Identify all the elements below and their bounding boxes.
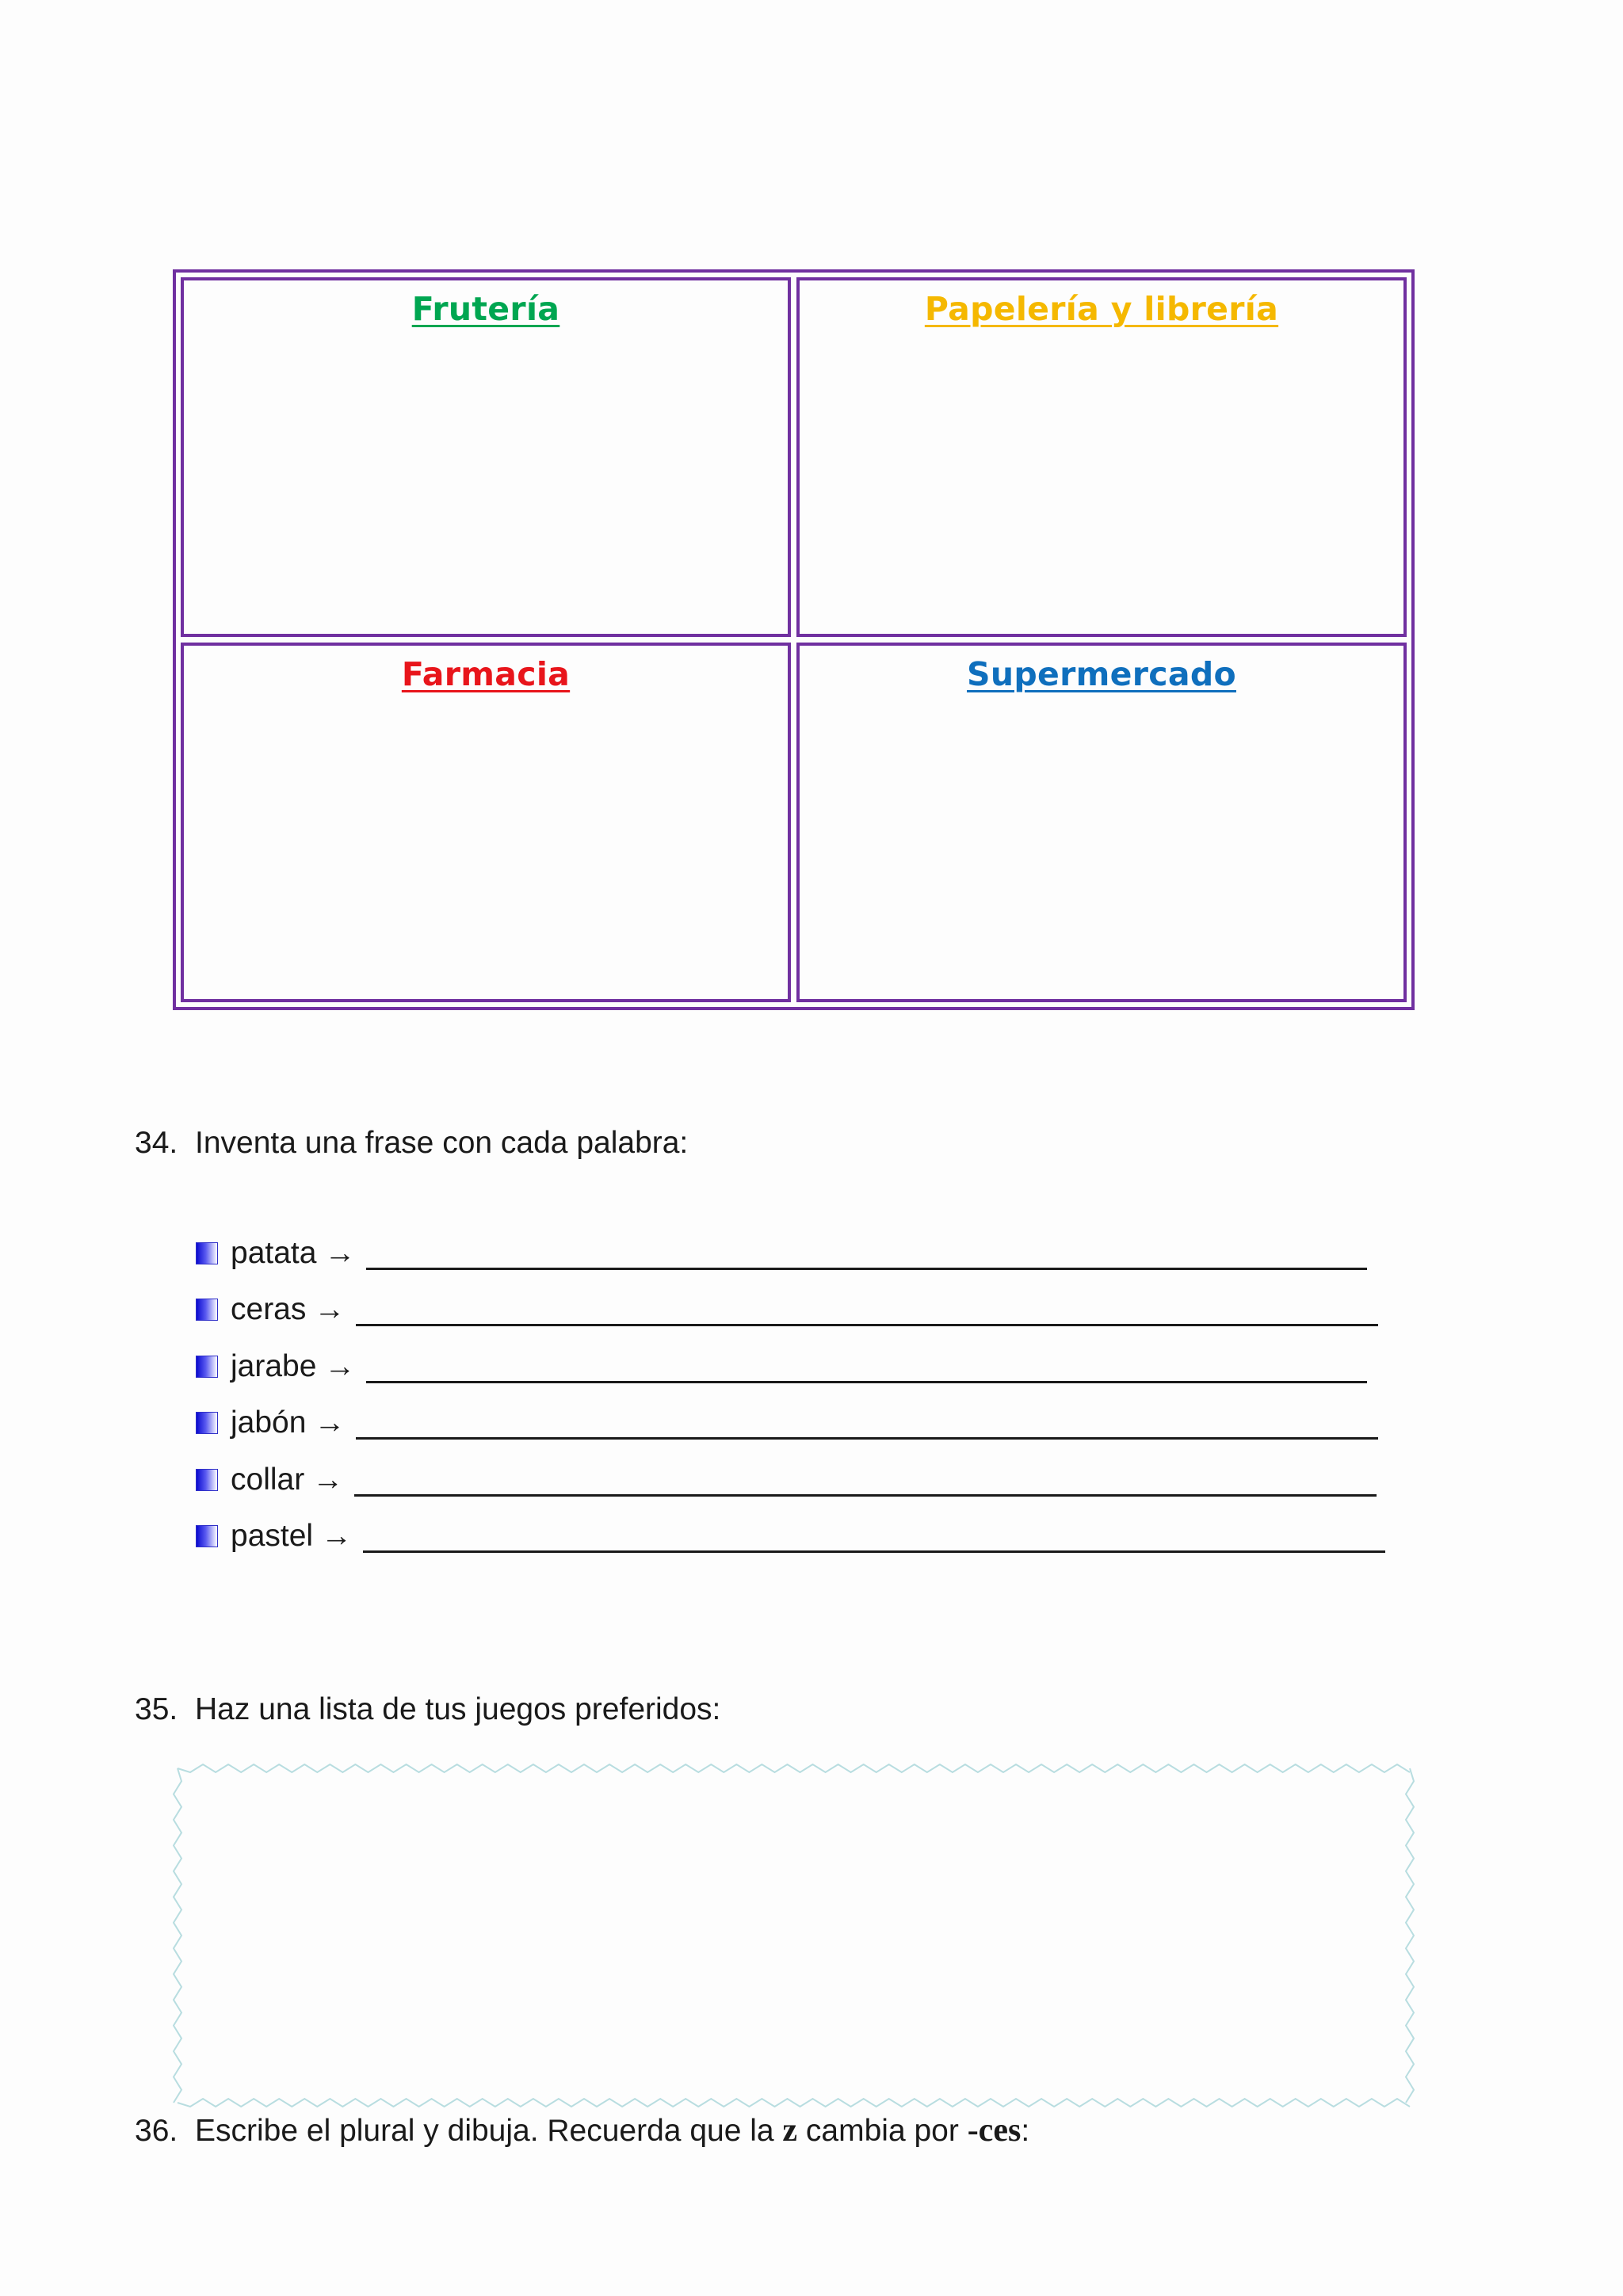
word-label: patata (231, 1236, 317, 1270)
arrow-right-icon: → (324, 1236, 356, 1270)
answer-line[interactable] (356, 1292, 1378, 1326)
question-text: Inventa una frase con cada palabra: (195, 1126, 689, 1160)
zigzag-edge (178, 1764, 1410, 1772)
suffix-ces: -ces (967, 2112, 1022, 2149)
shops-table (173, 269, 1415, 1010)
square-bullet-icon (196, 1299, 218, 1321)
category-title-fruteria: Frutería (411, 290, 560, 328)
word-label: jabón (231, 1405, 307, 1440)
arrow-right-icon: → (312, 1462, 344, 1497)
cell-supermercado[interactable] (796, 643, 1407, 1002)
answer-line[interactable] (366, 1236, 1367, 1270)
category-title-papeleria: Papelería y librería (924, 290, 1279, 328)
question-text-middle: cambia por (797, 2114, 968, 2148)
answer-line[interactable] (366, 1349, 1367, 1383)
square-bullet-icon (196, 1525, 218, 1547)
arrow-right-icon: → (324, 1348, 356, 1383)
answer-line[interactable] (363, 1519, 1385, 1553)
list-item (196, 1349, 1385, 1405)
list-item (196, 1463, 1385, 1519)
cell-papeleria[interactable] (796, 277, 1407, 637)
games-list-box[interactable] (173, 1764, 1415, 2107)
list-item (196, 1236, 1385, 1292)
arrow-right-icon: → (321, 1518, 353, 1553)
letter-z: z (782, 2112, 798, 2149)
question-text-end: : (1021, 2114, 1030, 2148)
cell-farmacia[interactable] (181, 643, 791, 1002)
answer-line[interactable] (356, 1405, 1378, 1440)
zigzag-edge (178, 2099, 1410, 2107)
list-item (196, 1292, 1385, 1348)
category-title-farmacia: Farmacia (401, 655, 571, 693)
zigzag-edge (174, 1768, 181, 2103)
list-item (196, 1519, 1385, 1575)
list-item (196, 1405, 1385, 1462)
question-number: 34. (135, 1126, 178, 1160)
question-number: 35. (135, 1692, 178, 1726)
answer-line[interactable] (354, 1463, 1377, 1497)
square-bullet-icon (196, 1469, 218, 1491)
arrow-right-icon: → (314, 1405, 346, 1440)
square-bullet-icon (196, 1242, 218, 1264)
category-title-supermercado: Supermercado (967, 655, 1236, 693)
word-label: collar (231, 1462, 305, 1497)
word-label: ceras (231, 1292, 307, 1327)
question-number: 36. (135, 2114, 178, 2148)
question-36 (135, 2114, 1029, 2147)
arrow-right-icon: → (314, 1292, 346, 1327)
word-label: pastel (231, 1518, 314, 1553)
question-text: Haz una lista de tus juegos preferidos: (195, 1692, 721, 1726)
zigzag-edge (1406, 1768, 1414, 2103)
question-35 (135, 1694, 720, 1725)
zigzag-border (173, 1764, 1415, 2107)
square-bullet-icon (196, 1412, 218, 1434)
word-list (196, 1236, 1385, 1575)
question-34 (135, 1127, 688, 1158)
question-text: Escribe el plural y dibuja. Recuerda que la (195, 2114, 783, 2148)
square-bullet-icon (196, 1356, 218, 1378)
word-label: jarabe (231, 1348, 317, 1383)
cell-fruteria[interactable] (181, 277, 791, 637)
